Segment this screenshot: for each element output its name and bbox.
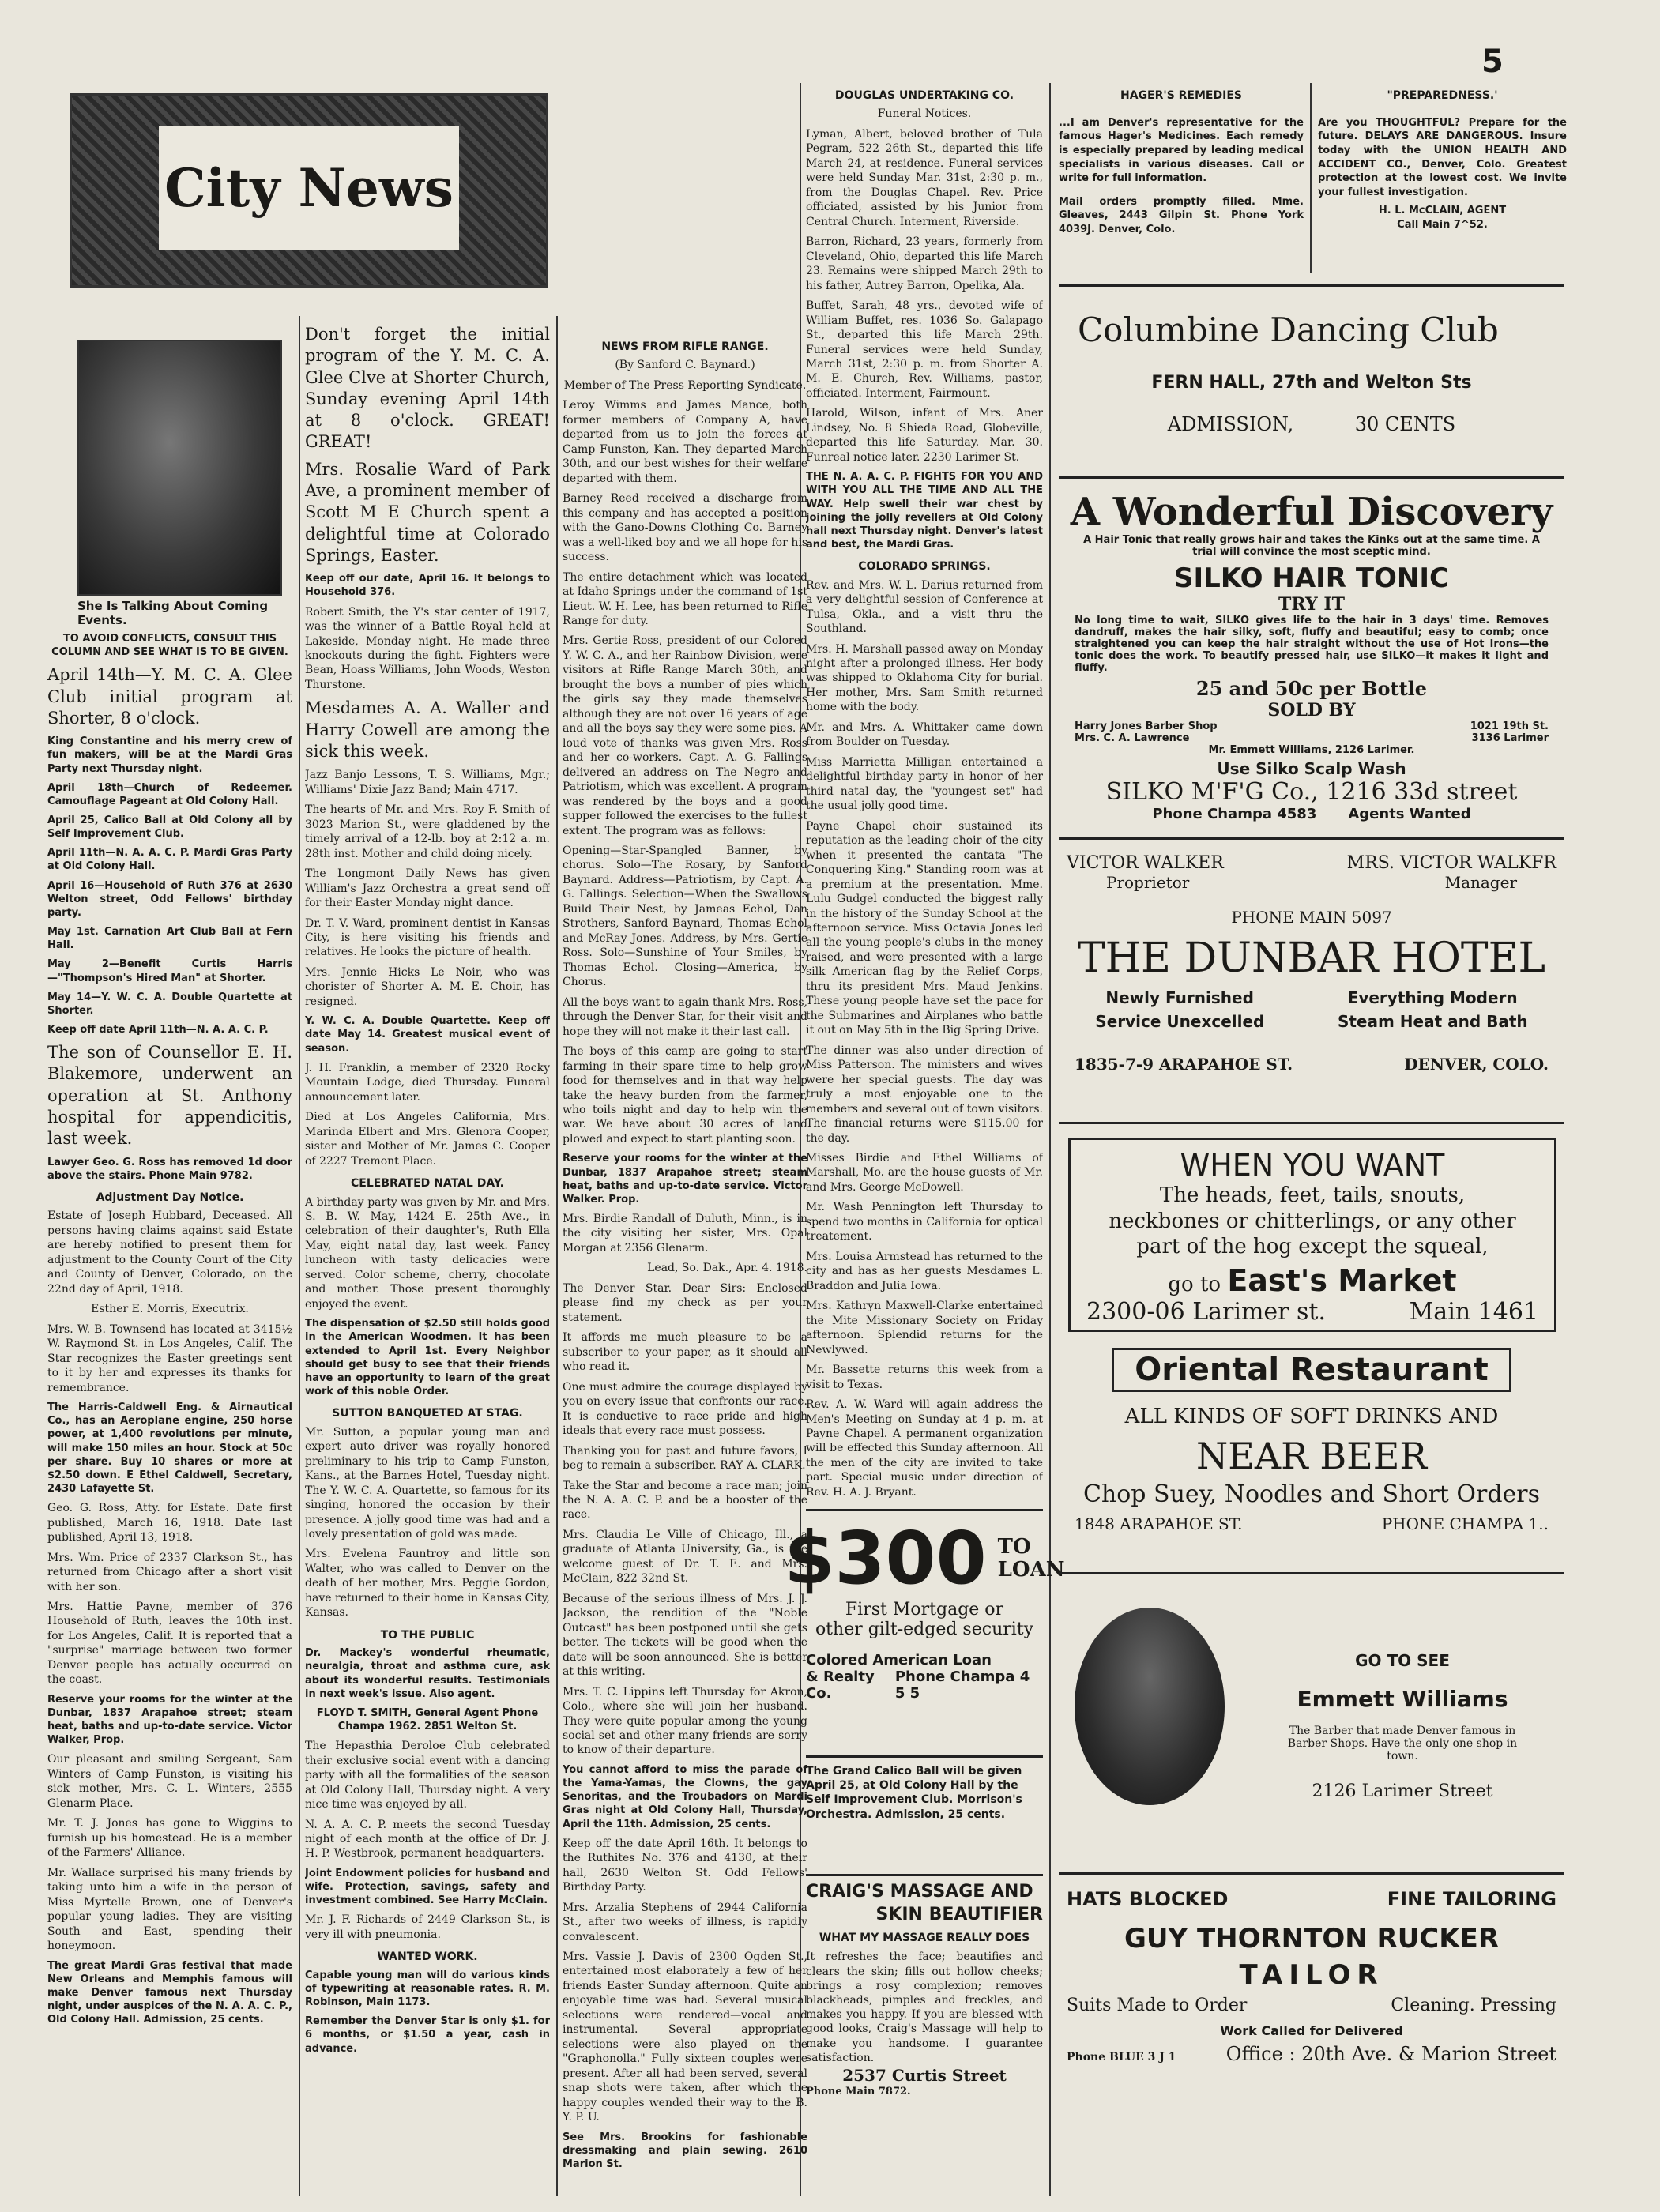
item: King Constantine and his merry crew of fun makers, will be at the Mardi Gras Party next Thursday night. — [47, 735, 292, 775]
loan-amount: $300 — [784, 1516, 987, 1601]
loan-ad — [784, 1509, 1065, 1748]
item: The hearts of Mr. and Mrs. Roy F. Smith of 3023 Marion St., were gladdened by the timely arrival of a 12-lb. boy at 2:12 a. m. 28th inst. Mother and child doing nicely. — [305, 803, 550, 860]
item: Take the Star and become a race man; join the N. A. A. C. P. and be a booster of the race. — [563, 1479, 807, 1522]
columbine-title: Columbine Dancing Club — [1078, 310, 1499, 349]
item: The entire detachment which was located at Idaho Springs under the command of 1st Lieut. W. H. Lee, has been returned to Rifle Range for duty. — [563, 570, 807, 627]
item: Mr. Bassette returns this week from a visit to Texas. — [806, 1364, 1043, 1391]
rucker-suits: Suits Made to Order — [1067, 1996, 1248, 2015]
item: Mrs. Kathryn Maxwell-Clarke entertained the Mite Missionary Society on Friday afternoon. Splendid returns for the Newlywed. — [806, 1300, 1043, 1356]
prep-agent: H. L. McCLAIN, AGENT — [1378, 205, 1507, 217]
item: Rev. A. W. Ward will again address the Men's Meeting on Sunday at 4 p. m. at Payne Chapel. A permanent organization will be effected this Sunday afternoon. All the men of the city are invited to take part. Special music under direction of Rev. H. A. J. Bryant. — [806, 1398, 1043, 1499]
prep-title: "PREPAREDNESS.' — [1387, 89, 1498, 102]
silko-seller-addr: 3136 Larimer — [1471, 732, 1549, 744]
dunbar-walker: VICTOR WALKER — [1067, 853, 1224, 873]
columbine-ad — [1059, 284, 1564, 479]
dunbar-feature: Everything Modern — [1347, 988, 1518, 1007]
rucker-office: Office : 20th Ave. & Marion Street — [1225, 2043, 1556, 2065]
item: Opening—Star-Spangled Banner, by chorus. Solo—The Rosary, by Sanford Baynard. Address—Patriotism, by Capt. A. G. Fallings. Selection—When the Swallows Build Their Nest, by Jameas Echol, Dan Strothers, Sanford Baynard, Thomas Echol and McRay Jones. Address, by Mrs. Gertie Ross. Solo—Sunshine of Your Smiles, by Thomas Echol. Closing—America, by Chorus. — [563, 845, 807, 989]
item: Don't forget the initial program of the Y. M. C. A. Glee Clve at Shorter Church, Sunday evening April 14th at 8 o'clock. GREAT! GREAT! — [305, 325, 550, 452]
rucker-work: Work Called for Delivered — [1220, 2023, 1403, 2038]
item: Joint Endowment policies for husband and wife. Protection, savings, safety and investment combined. See Harry McClain. — [305, 1867, 550, 1907]
easts-goto: go to — [1168, 1272, 1221, 1296]
dunbar-name: THE DUNBAR HOTEL — [1077, 935, 1546, 982]
oriental-line3: Chop Suey, Noodles and Short Orders — [1082, 1480, 1541, 1508]
item: Mrs. Louisa Armstead has returned to the city and has as her guests Mesdames L. Braddon and Julia Iowa. — [806, 1250, 1043, 1292]
item: The son of Counsellor E. H. Blakemore, underwent an operation at St. Anthony hospital for appendicitis, last week. — [47, 1043, 292, 1149]
loan-to: TO — [997, 1535, 1031, 1559]
item: The Harris-Caldwell Eng. & Airnautical Co., has an Aeroplane engine, 250 horse power, at 1,400 revolutions per minute, will make 150 miles an hour. Stock at 50c per share. Buy 10 shares or more at $2.50 down. E Ethel Caldwell, Secretary, 2430 Lafayette St. — [47, 1401, 292, 1495]
item: April 14th—Y. M. C. A. Glee Club initial program at Shorter, 8 o'clock. — [47, 665, 292, 728]
item: Lawyer Geo. G. Ross has removed 1d door above the stairs. Phone Main 9782. — [47, 1156, 292, 1182]
item: Dr. T. V. Ward, prominent dentist in Kansas City, is here visiting his friends and relatives. He looks the picture of health. — [305, 916, 550, 959]
column-3 — [563, 332, 807, 2196]
heading: CELEBRATED NATAL DAY. — [351, 1177, 504, 1191]
item: J. H. Franklin, a member of 2320 Rocky Mountain Lodge, died Thursday. Funeral announcement later. — [305, 1061, 550, 1104]
columbine-admission: ADMISSION, — [1167, 413, 1294, 435]
rucker-tailor: TAILOR — [1239, 1959, 1384, 1991]
item: Barney Reed received a discharge from this company and has accepted a position with the Gano-Downs Clothing Co. Barney was a well-liked boy and we all hope for his success. — [563, 492, 807, 564]
silko-try: TRY IT — [1278, 594, 1345, 615]
loan-line1: First Mortgage or — [845, 1600, 1004, 1620]
oriental-line1: ALL KINDS OF SOFT DRINKS AND — [1124, 1405, 1499, 1428]
banner-title: City News — [164, 157, 454, 219]
item: Mrs. Vassie J. Davis of 2300 Ogden St., entertained most elaborately a few of her friends Easter Sunday afternoon. Quite an enjoyable time was had. Several musical selections were rendered—vocal and instrumental. Several appropriate selections were also played on the "Graphonolla." Fully sixteen couples were present. After all had been served, several snap shots were taken, after which the happy couples wended their way to the B. Y. P. U. — [563, 1951, 807, 2124]
item: Leroy Wimms and James Mance, both former members of Company A, have departed from us to join the forces at Camp Funston, Kan. They departed March 30th, and our best wishes for their welfare departed with them. — [563, 399, 807, 485]
oriental-line2: NEAR BEER — [1196, 1435, 1427, 1477]
silko-price: 25 and 50c per Bottle — [1195, 677, 1428, 700]
craig-title2: SKIN BEAUTIFIER — [875, 1904, 1043, 1924]
page-number: 5 — [1481, 43, 1504, 80]
item: Mr. J. F. Richards of 2449 Clarkson St., is very ill with pneumonia. — [305, 1913, 550, 1941]
item: Mrs. Claudia Le Ville of Chicago, Ill., a graduate of Atlanta University, Ga., is the welcome guest of Dr. T. E. and Mrs. McClain, 822 32nd St. — [563, 1528, 807, 1586]
rucker-hats: HATS BLOCKED — [1067, 1888, 1229, 1910]
loan-company2: & Realty Co. — [806, 1668, 875, 1702]
heading: TO THE PUBLIC — [380, 1628, 475, 1642]
item: The dinner was also under direction of Miss Patterson. The ministers and wives were her special guests. The day was truly a most enjoyable one to the members and several out of town visitors. The financial returns were $115.00 for the day. — [806, 1044, 1043, 1145]
item: FLOYD T. SMITH, General Agent Phone Champa 1962. 2851 Welton St. — [316, 1706, 539, 1733]
hager-body: ...I am Denver's representative for the famous Hager's Medicines. Each remedy is especially prepared by leading medical specialists in various diseases. Call or write for full information. — [1059, 116, 1304, 185]
loan-company: Colored American Loan — [806, 1652, 992, 1668]
silko-phone: Phone Champa 4583 — [1152, 806, 1317, 822]
item: Esther E. Morris, Executrix. — [91, 1303, 249, 1316]
item: Keep off date April 11th—N. A. A. C. P. — [47, 1024, 269, 1036]
easts-market-ad — [1068, 1138, 1556, 1332]
silko-sold: SOLD BY — [1267, 700, 1356, 720]
dunbar-feature: Newly Furnished — [1105, 988, 1254, 1007]
silko-ad — [1059, 490, 1564, 840]
item: Mrs. Birdie Randall of Duluth, Minn., is in the city visiting her sister, Mrs. Opal Morgan at 2356 Glenarm. — [563, 1213, 807, 1255]
silko-sub: A Hair Tonic that really grows hair and takes the Kinks out at the same time. A trial will convince the most sceptic mind. — [1083, 534, 1540, 558]
notice: TO AVOID CONFLICTS, CONSULT THIS COLUMN AND SEE WHAT IS TO BE GIVEN. — [51, 633, 288, 659]
column-rule — [1310, 83, 1312, 273]
item: Geo. G. Ross, Atty. for Estate. Date first published, March 16, 1918. Date last published, April 13, 1918. — [47, 1502, 292, 1544]
item: The Longmont Daily News has given William's Jazz Orchestra a great send off for their Easter Monday night dance. — [305, 867, 550, 910]
item: Mr. and Mrs. A. Whittaker came down from Boulder on Tuesday. — [806, 720, 1043, 749]
item: Mrs. H. Marshall passed away on Monday night after a prolonged illness. Her body was shipped to Oklahoma City for burial. Her mother, Mrs. Sam Smith returned home with the body. — [806, 642, 1043, 714]
photo-caption: She Is Talking About Coming Events. — [77, 599, 269, 627]
item: Lyman, Albert, beloved brother of Tula Pegram, 522 26th St., departed this life March 24, at residence. Funeral services were held Sunday Mar. 31st, 2:30 p. m., from the Douglas Chapel. Rev. Price officiated, assisted by his Junior from Central Church. Interment, Riverside. — [806, 127, 1043, 228]
item: Mrs. Wm. Price of 2337 Clarkson St., has returned from Chicago after a short visit with her son. — [47, 1551, 292, 1593]
item: May 2—Benefit Curtis Harris—"Thompson's Hired Man" at Shorter. — [47, 958, 292, 984]
column-4 — [806, 88, 1043, 1501]
easts-phone: Main 1461 — [1409, 1297, 1538, 1326]
byline: (By Sanford C. Baynard.) — [615, 359, 755, 372]
emmett-address: 2126 Larimer Street — [1312, 1781, 1493, 1801]
item: Mr. Sutton, a popular young man and expert auto driver was royally honored preliminary to his trip to Camp Funston, Kans., at the Barnes Hotel, Tuesday night. The Y. W. C. A. Quartette, so famous for its singing, honored the occasion by their presence. A jolly good time was had and a lovely presentation of gold was made. — [305, 1425, 550, 1540]
item: Mrs. Rosalie Ward of Park Ave, a prominent member of Scott M E Church spent a delightful time at Colorado Springs, Easter. — [305, 459, 550, 565]
item: Dr. Mackey's wonderful rheumatic, neuralgia, throat and asthma cure, ask about its wonderful results. Testimonials in next week's issue. Also agent. — [305, 1647, 550, 1700]
item: April 11th—N. A. A. C. P. Mardi Gras Party at Old Colony Hall. — [47, 847, 292, 873]
craig-ad — [806, 1874, 1043, 2205]
oriental-phone: PHONE CHAMPA 1.. — [1381, 1514, 1549, 1533]
emmett-goto: GO TO SEE — [1355, 1651, 1450, 1670]
column-rule — [1049, 83, 1051, 2196]
item: April 18th—Church of Redeemer. Camouflage Pageant at Old Colony Hall. — [47, 781, 292, 807]
item: Miss Marrietta Milligan entertained a delightful birthday party in honor of her third natal day, the "youngest set" had the usual jolly good time. — [806, 755, 1043, 813]
silko-seller-addr: 1021 19th St. — [1470, 720, 1549, 732]
easts-head: WHEN YOU WANT — [1180, 1148, 1445, 1183]
item: N. A. A. C. P. meets the second Tuesday night of each month at the office of Dr. J. H. P. Westbrook, permanent headquarters. — [305, 1818, 550, 1860]
subhead: Member of The Press Reporting Syndicate. — [563, 378, 807, 392]
craig-sub: WHAT MY MASSAGE REALLY DOES — [819, 1932, 1030, 1945]
silko-mfg: SILKO M'F'G Co., 1216 33d street — [1105, 778, 1518, 806]
craig-address: 2537 Curtis Street — [842, 2065, 1007, 2085]
silko-seller: Harry Jones Barber Shop — [1075, 720, 1218, 732]
item: Keep off the date April 16th. It belongs to the Ruthites No. 376 and 4130, at their hall, 2630 Welton St. Odd Fellows' Birthday Party. — [563, 1837, 807, 1894]
item: THE N. A. A. C. P. FIGHTS FOR YOU AND WITH YOU ALL THE TIME AND ALL THE WAY. Help swell their war chest by joining the jolly revellers at Old Colony hall next Thursday night. Denver's latest and best, the Mardi Gras. — [806, 471, 1043, 551]
item: Rev. and Mrs. W. L. Darius returned from a very delightful session of Conference at Tulsa, Okla., and a visit thru the Southland. — [806, 578, 1043, 636]
column-2 — [305, 324, 550, 2196]
rucker-fine: FINE TAILORING — [1387, 1888, 1556, 1910]
item: Mesdames A. A. Waller and Harry Cowell are among the sick this week. — [305, 698, 550, 761]
silko-body: No long time to wait, SILKO gives life to the hair in 3 days' time. Removes dandruff, makes the hair silky, soft, fluffy and beautiful; easy to comb; once straightened you can keep the hair straight without the use of Hot Irons—the tonic does the work. To beautify pressed hair, use SILKO—it makes it light and fluffy. — [1075, 615, 1549, 674]
item: All the boys want to again thank Mrs. Ross, through the Denver Star, for their visit and hope they will not make it their last call. — [563, 995, 807, 1038]
silko-wash: Use Silko Scalp Wash — [1217, 759, 1406, 778]
item: Keep off our date, April 16. It belongs to Household 376. — [305, 573, 550, 599]
silko-head: A Wonderful Discovery — [1070, 490, 1553, 534]
columbine-hall: FERN HALL, 27th and Welton Sts — [1151, 373, 1472, 393]
item: Misses Birdie and Ethel Williams of Marshall, Mo. are the house guests of Mr. and Mrs. George McDowell. — [806, 1152, 1043, 1194]
rucker-name: GUY THORNTON RUCKER — [1124, 1923, 1500, 1954]
item: Thanking you for past and future favors, I beg to remain a subscriber. RAY A. CLARK. — [563, 1444, 807, 1473]
column-1 — [47, 632, 292, 2196]
emmett-ad — [1059, 1588, 1564, 1875]
item: You cannot afford to miss the parade of the Yama-Yamas, the Clowns, the gay Senoritas, and the Troubadors on Mardi Gras night at Old Colony Hall, Thursday, April the 11th. Admission, 25 cents. — [563, 1763, 807, 1830]
item: Mrs. T. C. Lippins left Thursday for Akron, Colo., where she will join her husband. They were quite popular among the young social set and other many friends are sorry to know of their departure. — [563, 1685, 807, 1757]
emmett-photo — [1075, 1608, 1225, 1805]
item: Barron, Richard, 23 years, formerly from Cleveland, Ohio, departed this life March 23. Remains were shipped March 29th to his father, Autrey Barron, Opelika, Ala. — [806, 235, 1043, 292]
heading: COLORADO SPRINGS. — [858, 560, 991, 574]
rucker-phone: Phone BLUE 3 J 1 — [1067, 2051, 1176, 2063]
dunbar-ad — [1059, 853, 1564, 1124]
column-rule — [556, 316, 558, 2196]
dunbar-address: 1835-7-9 ARAPAHOE ST. — [1075, 1055, 1293, 1074]
oriental-ad — [1059, 1343, 1564, 1574]
craig-phone: Phone Main 7872. — [806, 2085, 911, 2097]
item: April 16—Household of Ruth 376 at 2630 Welton street, Odd Fellows' birthday party. — [47, 879, 292, 919]
item: Because of the serious illness of Mrs. J. J. Jackson, the rendition of the "Noble Outcast" has been postponed until she gets better. The tickets will be good when the date will be soon announced. She is better at this writing. — [563, 1592, 807, 1679]
item: Mrs. Arzalia Stephens of 2944 California St., after two weeks of illness, is rapidly convalescent. — [563, 1901, 807, 1943]
item: Mr. Wash Pennington left Thursday to spend two months in California for optical treatement. — [806, 1201, 1043, 1243]
item: Y. W. C. A. Double Quartette. Keep off date May 14. Greatest musical event of season. — [305, 1015, 550, 1055]
item: Estate of Joseph Hubbard, Deceased. All persons having claims against said Estate are hereby notified to present them for adjustment to the County Court of the City and County of Denver, Colorado, on the 22nd day of April, 1918. — [47, 1209, 292, 1296]
item: The Hepasthia Deroloe Club celebrated their exclusive social event with a dancing party with all the formalities of the season at Old Colony Hall, Thursday night. A very nice time was enjoyed by all. — [305, 1740, 550, 1811]
dateline: Lead, So. Dak., Apr. 4. 1918. — [647, 1262, 807, 1275]
item: The boys of this camp are going to start farming in their spare time to help grow food for themselves and in that way help take the heavy burden from the farmer, who toils night and day to help win the war. We have about 30 acres of land plowed and expect to start planting soon. — [563, 1045, 807, 1146]
silko-name: SILKO HAIR TONIC — [1174, 562, 1449, 594]
item: May 1st. Carnation Art Club Ball at Fern Hall. — [47, 926, 292, 952]
craig-title1: CRAIG'S MASSAGE AND — [806, 1882, 1033, 1902]
item: Robert Smith, the Y's star center of 1917, was the winner of a Battle Royal held at Lakeside, Monday night. He made three knockouts during the fight. Fighters were Bean, Hoass Williams, John Woods, Weston Thurstone. — [305, 605, 550, 691]
loan-label: LOAN — [997, 1558, 1065, 1582]
item: May 14—Y. W. C. A. Double Quartette at Shorter. — [47, 991, 292, 1017]
item: One must admire the courage displayed by you on every issue that confronts our race. It is conductive to race pride and high ideals that every race must possess. — [563, 1380, 807, 1438]
loan-phone: Phone Champa 4 5 5 — [894, 1668, 1030, 1702]
easts-address: 2300-06 Larimer st. — [1086, 1297, 1327, 1326]
item: Jazz Banjo Lessons, T. S. Williams, Mgr.; Williams' Dixie Jazz Band; Main 4717. — [305, 769, 550, 796]
item: Reserve your rooms for the winter at the Dunbar, 1837 Arapahoe street; steam heat, baths and up-to-date service. Victor Walker, Prop. — [47, 1693, 292, 1747]
item: Mr. T. J. Jones has gone to Wiggins to furnish up his homestead. He is a member of the Farmers' Alliance. — [47, 1817, 292, 1860]
heading: Adjustment Day Notice. — [96, 1191, 244, 1204]
calico-notice: The Grand Calico Ball will be given April 25, at Old Colony Hall by the Self Improvement Club. Morrison's Orchestra. Admission, 25 cents. — [806, 1755, 1043, 1822]
item: April 25, Calico Ball at Old Colony all by Self Improvement Club. — [47, 814, 292, 841]
item: Payne Chapel choir sustained its reputation as the leading choir of the city when it presented the cantata "The Conquering King." Standing room was at a premium at the presentation. Mme. Lulu Gudgel conducted the biggest rally in the history of the Sunday School at the afternoon service. Miss Octavia Jones led all the young people's clubs in the money raised, and were presented with a large silk American flag by the Relief Corps, thru its president Mrs. Maud Jenkins. These young people have set the pace for the Submarines and Airplanes who battle it out on May 5th in the Big Spring Drive. — [806, 819, 1043, 1037]
item: The great Mardi Gras festival that made New Orleans and Memphis famous will make Denver famous next Thursday night, under auspices of the N. A. A. C. P., Old Colony Hall. Admission, 25 cents. — [47, 1959, 292, 2026]
dunbar-phone: PHONE MAIN 5097 — [1231, 908, 1392, 927]
dunbar-city: DENVER, COLO. — [1404, 1055, 1549, 1074]
preparedness-ad — [1318, 88, 1567, 231]
oriental-address: 1848 ARAPAHOE ST. — [1075, 1514, 1243, 1533]
item: The dispensation of $2.50 still holds good in the American Woodmen. It has been extended to April 1st. Every Neighbor should get busy to see that their friends have an opportunity to learn of the great work of this noble Order. — [305, 1318, 550, 1398]
silko-seller: Mrs. C. A. Lawrence — [1075, 732, 1190, 744]
rucker-ad — [1059, 1888, 1564, 2157]
oriental-title: Oriental Restaurant — [1112, 1348, 1511, 1392]
dunbar-mrs-role: Manager — [1444, 873, 1517, 892]
craig-body: It refreshes the face; beautifies and clears the skin; fills out hollow cheeks; brings a rosy complexion; removes blackheads, pimples and freckles, and makes you happy. If you are blessed with good looks, Craig's Massage will help to make you handsome. I guarantee satisfaction. — [806, 1951, 1043, 2064]
emmett-name: Emmett Williams — [1297, 1686, 1508, 1712]
item: It affords me much pleasure to be a subscriber to your paper, as it should all who read it. — [563, 1331, 807, 1374]
heading: DOUGLAS UNDERTAKING CO. — [834, 89, 1014, 102]
silko-seller: Mr. Emmett Williams, 2126 Larimer. — [1208, 744, 1415, 756]
item: Mr. Wallace surprised his many friends by taking unto him a wife in the person of Miss Myrtelle Brown, one of Denver's popular young ladies. They are visiting South and East, spending their honeymoon. — [47, 1866, 292, 1953]
heading: SUTTON BANQUETED AT STAG. — [332, 1407, 523, 1420]
item: A birthday party was given by Mr. and Mrs. S. B. W. May, 1424 E. 25th Ave., in celebration of their daughter's, Ruth Ella May, eight natal day, last week. Fancy luncheon with tasty delicacies were served. Color scheme, cherry, chocolate and mother. Those present thoroughly enjoyed the event. — [305, 1195, 550, 1311]
columbine-price: 30 CENTS — [1354, 413, 1456, 435]
dunbar-feature: Steam Heat and Bath — [1337, 1012, 1528, 1031]
item: Our pleasant and smiling Sergeant, Sam Winters of Camp Funston, is visiting his sick mother, Mrs. C. L. Winters, 2555 Glenarm Place. — [47, 1753, 292, 1810]
item: The Denver Star. Dear Sirs: Enclosed please find my check as per your statement. — [563, 1281, 807, 1324]
prep-body: Are you THOUGHTFUL? Prepare for the future. DELAYS ARE DANGEROUS. Insure today with the UNION HEALTH AND ACCIDENT CO., Denver, Colo. Greatest protection at the lowest cost. We invite your fullest investigation. — [1318, 116, 1567, 198]
item: Buffet, Sarah, 48 yrs., devoted wife of William Buffet, res. 1036 So. Galapago St., departed this life March 29th. Funeral services were held Sunday, March 31st, 2:30 p. m. from Shorter A. M. E. Church, Rev. Williams, pastor, officiated. Interment, Fairmount. — [806, 299, 1043, 400]
item: Capable young man will do various kinds of typewriting at reasonable rates. R. M. Robinson, Main 1173. — [305, 1969, 550, 2009]
item: Mrs. Evelena Fauntroy and little son Walter, who was called to Denver on the death of her mother, Mrs. Peggie Gordon, have returned to their home in Kansas City, Kansas. — [305, 1548, 550, 1620]
dunbar-feature: Service Unexcelled — [1095, 1012, 1265, 1031]
rucker-clean: Cleaning. Pressing — [1391, 1996, 1556, 2015]
item: Remember the Denver Star is only $1. for 6 months, or $1.50 a year, cash in advance. — [305, 2015, 550, 2055]
item: Mrs. Jennie Hicks Le Noir, who was chorister of Shorter A. M. E. Choir, has resigned. — [305, 965, 550, 1008]
loan-line2: other gilt-edged security — [815, 1620, 1034, 1639]
hager-ad — [1059, 88, 1304, 236]
subhead: Funeral Notices. — [877, 107, 972, 121]
dunbar-walker-role: Proprietor — [1106, 873, 1190, 892]
item: Reserve your rooms for the winter at the Dunbar, 1837 Arapahoe street; steam heat, baths and up-to-date service. Victor Walker. Prop. — [563, 1153, 807, 1206]
column-rule — [299, 316, 300, 2196]
dunbar-mrs: MRS. VICTOR WALKFR — [1346, 853, 1556, 873]
hager-title: HAGER'S REMEDIES — [1120, 89, 1242, 102]
easts-name: East's Market — [1227, 1262, 1457, 1298]
heading: NEWS FROM RIFLE RANGE. — [601, 340, 769, 353]
easts-body: The heads, feet, tails, snouts, neckbones or chitterlings, or any other part of the hog except the squeal, — [1109, 1183, 1516, 1258]
hager-body2: Mail orders promptly filled. Mme. Gleaves, 2443 Gilpin St. Phone York 4039J. Denver, Colo. — [1059, 195, 1304, 235]
item: Mrs. Gertie Ross, president of our Colored Y. W. C. A., and her Rainbow Division, were visitors at Rifle Range March 30th, and brought the boys a number of pies which the girls say they made themselves although they are not over 16 years of age and all the boys say they were some pies. A loud vote of thanks was given Mrs. Ross and her co-workers. Capt. A. G. Fallings delivered an address on The Negro and Patriotism, which was excellent. A program was rendered by the boys and a good supper followed the exercises to the fullest extent. The program was as follows: — [563, 634, 807, 837]
prep-call: Call Main 7^52. — [1397, 218, 1488, 231]
item: See Mrs. Brookins for fashionable dressmaking and plain sewing. 2610 Marion St. — [563, 2131, 807, 2170]
city-news-banner — [70, 93, 548, 288]
item: Harold, Wilson, infant of Mrs. Aner Lindsey, No. 8 Shieda Road, Globeville, departed this life Saturday. Mar. 30. Funreal notice later. 2230 Larimer St. — [806, 407, 1043, 464]
item: Mrs. W. B. Townsend has located at 3415½ W. Raymond St. in Los Angeles, Calif. The Star recognizes the Easter greetings sent to it by her and expresses its thanks for remembrance. — [47, 1322, 292, 1394]
emmett-desc: The Barber that made Denver famous in Barber Shops. Have the only one shop in town. — [1287, 1725, 1518, 1762]
silko-agents: Agents Wanted — [1348, 806, 1471, 822]
item: Mrs. Hattie Payne, member of 376 Household of Ruth, leaves the 10th inst. for Los Angeles, Calif. It is reported that a "surprise" marriage between two former Denver people has actually occurred on the coast. — [47, 1600, 292, 1687]
woman-photo — [77, 340, 282, 596]
item: Died at Los Angeles California, Mrs. Marinda Elbert and Mrs. Glenora Cooper, sister and Mother of Mr. James C. Cooper of 2227 Tremont Place. — [305, 1111, 550, 1168]
heading: WANTED WORK. — [377, 1951, 478, 1964]
